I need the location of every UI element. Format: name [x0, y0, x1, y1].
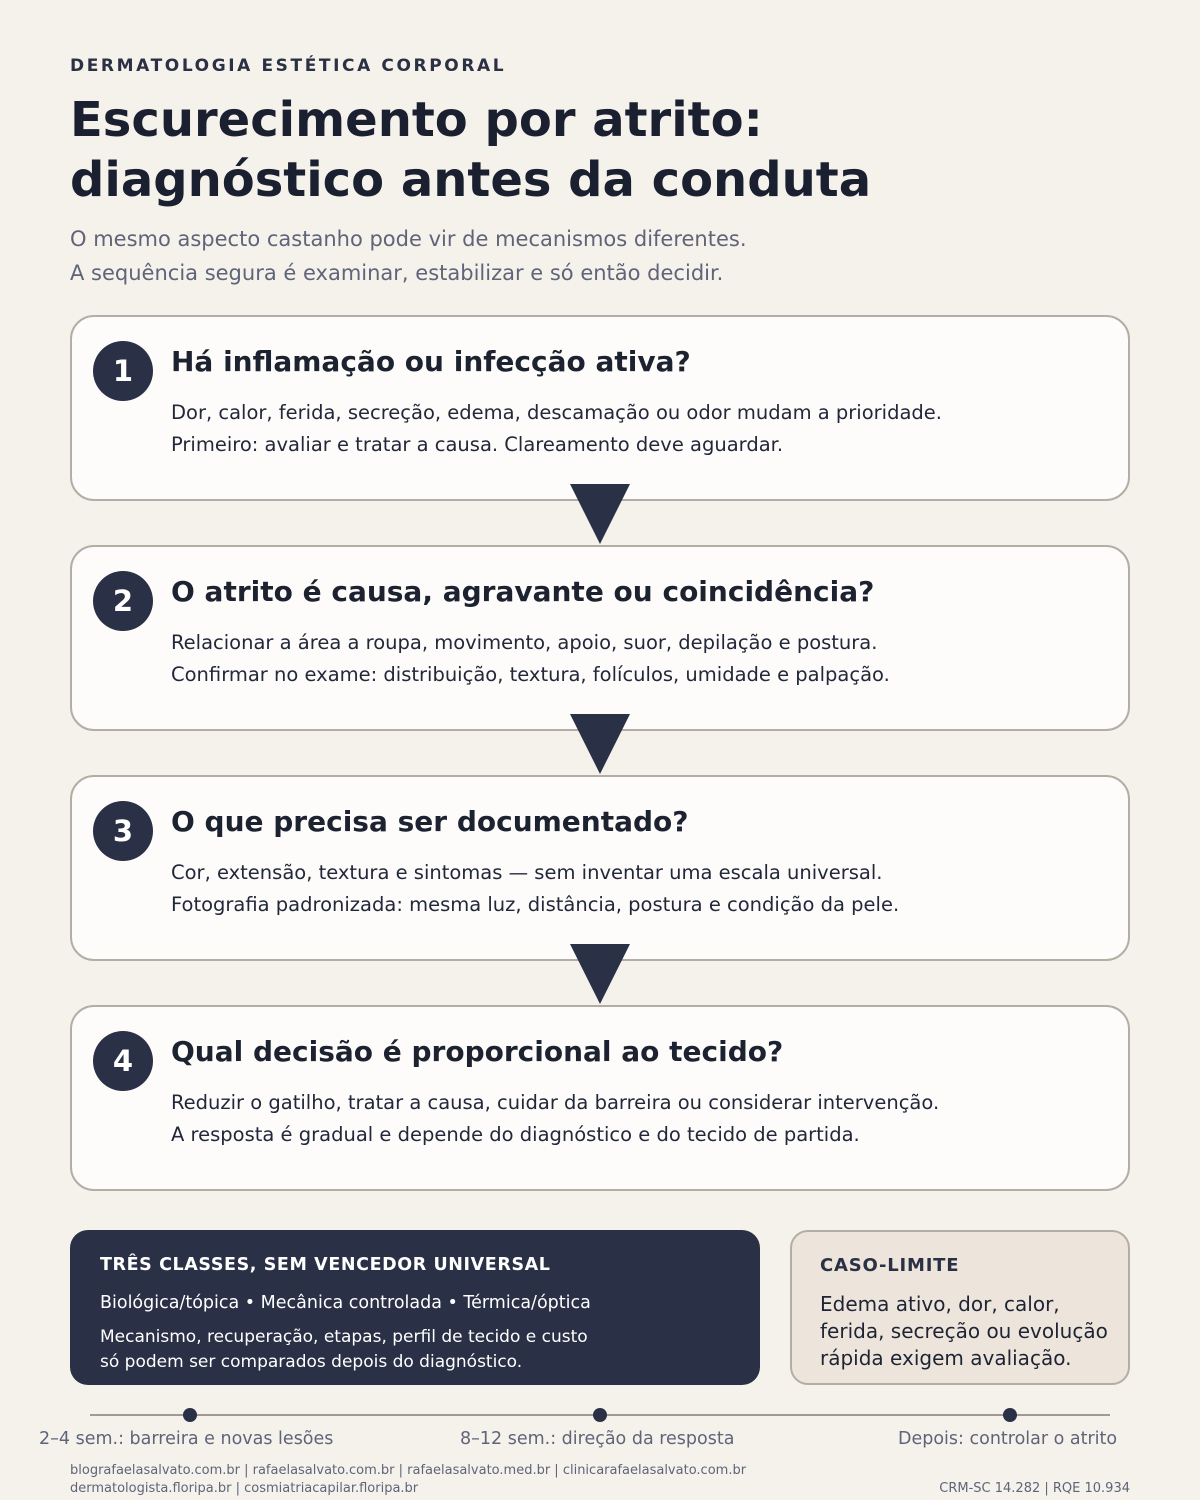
title-line-2: diagnóstico antes da conduta	[70, 152, 872, 208]
step-description-line-1: Reduzir o gatilho, tratar a causa, cuidar da barreira ou considerar intervenção.	[171, 1091, 940, 1114]
step-number-badge: 3	[93, 801, 153, 861]
title-line-1: Escurecimento por atrito:	[70, 92, 763, 148]
step-card-3	[70, 775, 1130, 961]
limit-case-line-3: rápida exigem avaliação.	[820, 1346, 1072, 1370]
footer-links-line-1: blografaelasalvato.com.br | rafaelasalvato.com.br | rafaelasalvato.med.br | clinicarafaelasalvato.com.br	[70, 1463, 747, 1478]
classes-heading: TRÊS CLASSES, SEM VENCEDOR UNIVERSAL	[100, 1255, 551, 1275]
timeline-dot	[1003, 1408, 1017, 1422]
step-card-2	[70, 545, 1130, 731]
step-question: Há inflamação ou infecção ativa?	[171, 345, 691, 378]
subtitle-line-2: A sequência segura é examinar, estabilizar e só então decidir.	[70, 261, 724, 285]
limit-case-text	[820, 1291, 1140, 1372]
limit-case-line-1: Edema ativo, dor, calor,	[820, 1292, 1060, 1316]
step-number-badge: 2	[93, 571, 153, 631]
step-description-line-2: Confirmar no exame: distribuição, textura, folículos, umidade e palpação.	[171, 663, 890, 686]
step-number-badge: 1	[93, 341, 153, 401]
step-question: O que precisa ser documentado?	[171, 805, 689, 838]
page-subtitle	[70, 222, 1130, 290]
step-description-line-1: Relacionar a área a roupa, movimento, apoio, suor, depilação e postura.	[171, 631, 878, 654]
step-description-line-2: A resposta é gradual e depende do diagnóstico e do tecido de partida.	[171, 1123, 860, 1146]
timeline-dot	[593, 1408, 607, 1422]
subtitle-line-1: O mesmo aspecto castanho pode vir de mecanismos diferentes.	[70, 227, 747, 251]
step-description-line-2: Fotografia padronizada: mesma luz, distância, postura e condição da pele.	[171, 893, 900, 916]
classes-types: Biológica/tópica • Mecânica controlada • Térmica/óptica	[100, 1293, 591, 1313]
step-card-1	[70, 315, 1130, 501]
timeline-label-2: 8–12 sem.: direção da resposta	[460, 1429, 735, 1449]
limit-case-card	[790, 1230, 1130, 1385]
down-arrow-icon	[570, 714, 630, 774]
down-arrow-icon	[570, 484, 630, 544]
treatment-classes-card	[70, 1230, 760, 1385]
timeline-dot	[183, 1408, 197, 1422]
footer-links-line-2: dermatologista.floripa.br | cosmiatriacapilar.floripa.br	[70, 1481, 419, 1496]
timeline-label-1: 2–4 sem.: barreira e novas lesões	[39, 1429, 334, 1449]
step-question: O atrito é causa, agravante ou coincidência?	[171, 575, 875, 608]
step-description-line-1: Dor, calor, ferida, secreção, edema, descamação ou odor mudam a prioridade.	[171, 401, 942, 424]
step-description-line-1: Cor, extensão, textura e sintomas — sem inventar uma escala universal.	[171, 861, 883, 884]
classes-note-line-2: só podem ser comparados depois do diagnóstico.	[100, 1352, 523, 1372]
eyebrow-label: DERMATOLOGIA ESTÉTICA CORPORAL	[70, 56, 507, 76]
step-card-4	[70, 1005, 1130, 1191]
limit-case-heading: CASO-LIMITE	[820, 1255, 960, 1276]
timeline-label-3: Depois: controlar o atrito	[898, 1429, 1118, 1449]
page-title	[70, 90, 1130, 210]
step-number-badge: 4	[93, 1031, 153, 1091]
down-arrow-icon	[570, 944, 630, 1004]
limit-case-line-2: ferida, secreção ou evolução	[820, 1319, 1108, 1343]
step-question: Qual decisão é proporcional ao tecido?	[171, 1035, 784, 1068]
registration-number: CRM-SC 14.282 | RQE 10.934	[939, 1481, 1130, 1496]
classes-note-line-1: Mecanismo, recuperação, etapas, perfil de tecido e custo	[100, 1327, 588, 1347]
step-description-line-2: Primeiro: avaliar e tratar a causa. Clareamento deve aguardar.	[171, 433, 784, 456]
